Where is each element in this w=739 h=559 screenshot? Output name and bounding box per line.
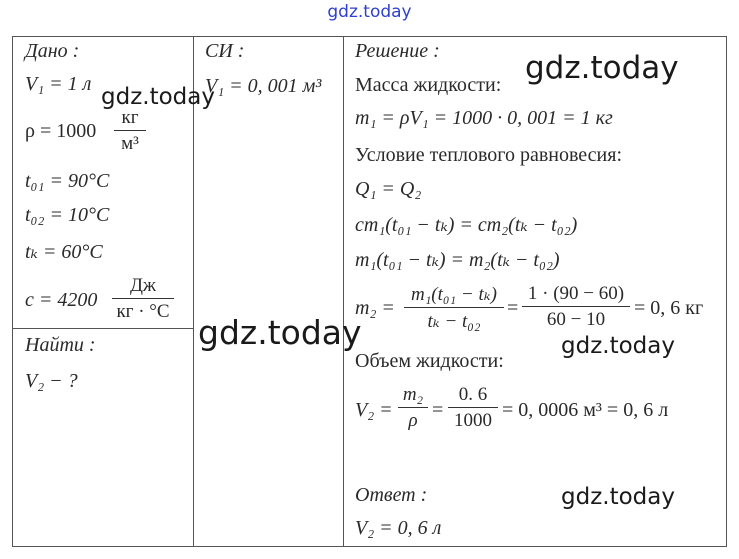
fraction-bar [114,130,146,131]
find-v2: V₂ − ? [25,370,78,392]
given-c [25,289,97,312]
m2-f1-den: tₖ − t₀₂ [427,311,481,332]
given-rho-unit-den: м³ [121,133,139,154]
si-title: СИ : [205,40,245,62]
si-v1: V₁ = 0, 001 м³ [205,75,322,97]
m2-f2-num: 1 · (90 − 60) [527,283,625,304]
given-tk: tₖ = 60°С [25,241,103,263]
v2-fraction-2 [448,384,498,432]
find-title: Найти : [25,334,96,356]
fraction-bar [448,407,498,408]
column-divider-2 [343,36,344,547]
v2-fraction-1 [398,384,428,432]
v2-f1-den: ρ [408,410,418,431]
answer-title: Ответ : [355,484,428,506]
given-c-unit-num: Дж [129,275,157,296]
given-c-unit [112,275,174,323]
v2-f1-num: m₂ [402,384,424,405]
fraction-bar [404,307,504,308]
given-t01: t₀₁ = 90°С [25,170,110,192]
given-title: Дано : [25,40,80,62]
m2-lhs: m₂ = [355,297,395,319]
solution-title: Решение : [355,40,440,62]
column-divider-1 [193,36,194,547]
m2-f1-num: m₁(t₀₁ − tₖ) [410,284,497,305]
fraction-bar [398,407,428,408]
given-rho [25,120,96,143]
v2-f2-den: 1000 [454,410,492,431]
equilibrium-caption: Условие теплового равновесия: [355,144,623,166]
given-c-prefix: c = 4200 [25,289,98,311]
given-rho-unit [114,107,146,155]
v2-result: = 0, 0006 м³ = 0, 6 л [502,399,669,421]
v2-f2-num: 0. 6 [458,384,488,405]
given-t02: t₀₂ = 10°С [25,204,110,226]
v2-lhs: V₂ = [355,399,393,421]
table-border-right [726,36,727,547]
watermark-5: gdz.today [561,484,675,510]
fraction-bar [522,306,630,307]
m2-f2-den: 60 − 10 [546,309,606,330]
given-rho-unit-num: кг [121,107,139,128]
header-watermark: gdz.today [327,2,412,22]
given-find-divider [12,328,194,329]
m1-equation: m₁ = ρV₁ = 1000 · 0, 001 = 1 кг [355,107,613,129]
watermark-1: gdz.today [101,84,215,110]
given-v1: V₁ = 1 л [25,73,92,95]
m2-result: = 0, 6 кг [634,297,704,319]
watermark-4: gdz.today [561,333,675,359]
answer-value: V₂ = 0, 6 л [355,517,442,539]
m2-fraction-1 [404,283,504,333]
table-border-top [12,36,727,37]
m-equation: m₁(t₀₁ − tₖ) = m₂(tₖ − t₀₂) [355,249,560,271]
v2-equals: = [432,399,444,421]
cm-equation: cm₁(t₀₁ − tₖ) = cm₂(tₖ − t₀₂) [355,214,578,236]
m2-equals: = [507,297,519,319]
table-border-bottom [12,546,727,547]
volume-caption: Объем жидкости: [355,350,504,372]
heat-equality: Q₁ = Q₂ [355,178,422,200]
table-border-left [12,36,13,547]
mass-caption: Масса жидкости: [355,74,502,96]
watermark-3: gdz.today [198,313,362,352]
fraction-bar [112,298,174,299]
m2-fraction-2 [522,283,630,331]
given-c-unit-den: кг · °С [116,301,170,322]
given-rho-prefix: ρ = 1000 [25,120,97,142]
watermark-2: gdz.today [525,50,679,86]
